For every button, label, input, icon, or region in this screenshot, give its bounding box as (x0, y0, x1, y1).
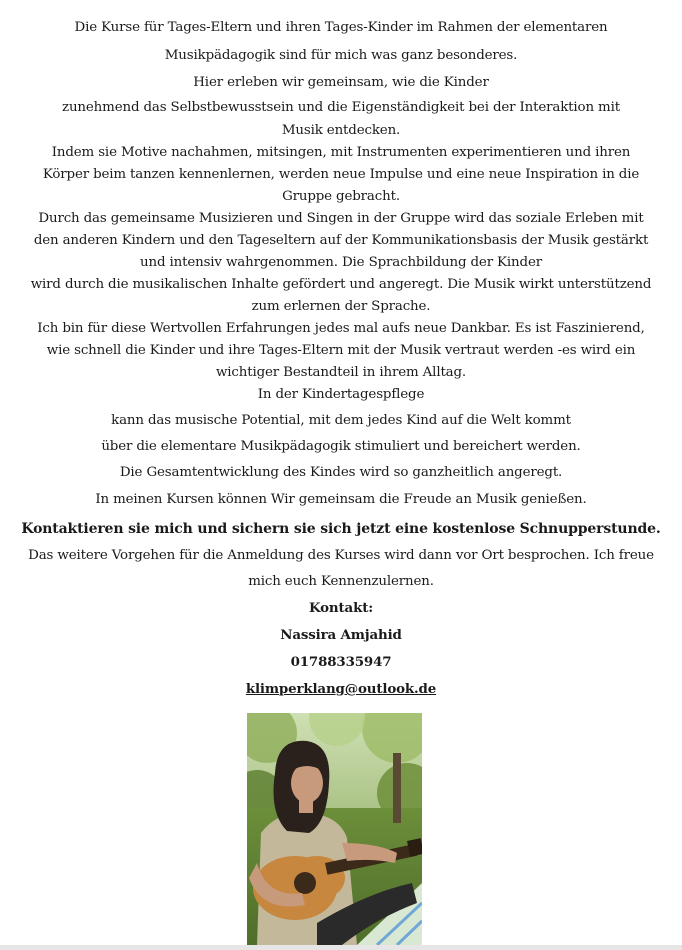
potential-block (0, 408, 682, 513)
body-block (0, 142, 682, 406)
body-line: In der Kindertagespflege (257, 387, 425, 402)
intro-line: zunehmend das Selbstbewusstsein und die Eigenständigkeit bei der Interaktion mit (62, 100, 620, 115)
body-line: Körper beim tanzen kennenlernen, werden neue Impulse und eine neue Inspiration in die (42, 167, 640, 182)
intro-line: Die Kurse für Tages-Eltern und ihren Tages-Kinder im Rahmen der elementaren (74, 20, 608, 35)
followup-line: mich euch Kennenzulernen. (248, 574, 434, 589)
followup-block (0, 543, 682, 595)
body-line: und intensiv wahrgenommen. Die Sprachbildung der Kinder (140, 255, 542, 270)
intro-line: Musikpädagogik sind für mich was ganz besonderes. (164, 48, 518, 63)
intro-line: Hier erleben wir gemeinsam, wie die Kinder (193, 75, 489, 90)
contact-name: Nassira Amjahid (280, 627, 402, 643)
body-line: zum erlernen der Sprache. (251, 299, 431, 314)
bottom-edge (0, 945, 682, 950)
contact-heading: Kontakt: (308, 600, 374, 616)
followup-line: Das weitere Vorgehen für die Anmeldung des Kurses wird dann vor Ort besprochen. Ich freue (28, 548, 654, 563)
body-line: wird durch die musikalischen Inhalte gefördert und angeregt. Die Musik wirkt unterstützend (30, 277, 652, 292)
body-line: wie schnell die Kinder und ihre Tages-Eltern mit der Musik vertraut werden -es wird ein (46, 343, 636, 358)
contact-phone: 01788335947 (290, 654, 392, 670)
potential-line: Die Gesamtentwicklung des Kindes wird so ganzheitlich angeregt. (119, 465, 563, 480)
body-line: Gruppe gebracht. (282, 189, 400, 204)
photo-illustration (247, 713, 422, 945)
contact-email-link[interactable]: klimperklang@outlook.de (245, 681, 437, 697)
potential-line: In meinen Kursen können Wir gemeinsam die Freude an Musik genießen. (95, 492, 587, 507)
body-line: Ich bin für diese Wertvollen Erfahrungen jedes mal aufs neue Dankbar. Es ist Faszinierend, (37, 321, 645, 336)
body-line: Durch das gemeinsame Musizieren und Singen in der Gruppe wird das soziale Erleben mit (38, 211, 644, 226)
intro-line: Musik entdecken. (281, 123, 401, 138)
body-line: Indem sie Motive nachahmen, mitsingen, mit Instrumenten experimentieren und ihren (51, 145, 631, 160)
call-to-action: Kontaktieren sie mich und sichern sie sich jetzt eine kostenlose Schnupperstunde. (21, 521, 661, 537)
body-line: wichtiger Bestandteil in ihrem Alltag. (215, 365, 467, 380)
intro-block (0, 0, 682, 142)
contact-block (0, 595, 682, 703)
body-line: den anderen Kindern und den Tageseltern auf der Kommunikationsbasis der Musik gestärkt (33, 233, 649, 248)
potential-line: kann das musische Potential, mit dem jedes Kind auf die Welt kommt (111, 413, 571, 428)
guitar-player-photo (247, 713, 422, 945)
potential-line: über die elementare Musikpädagogik stimuliert und bereichert werden. (101, 439, 581, 454)
